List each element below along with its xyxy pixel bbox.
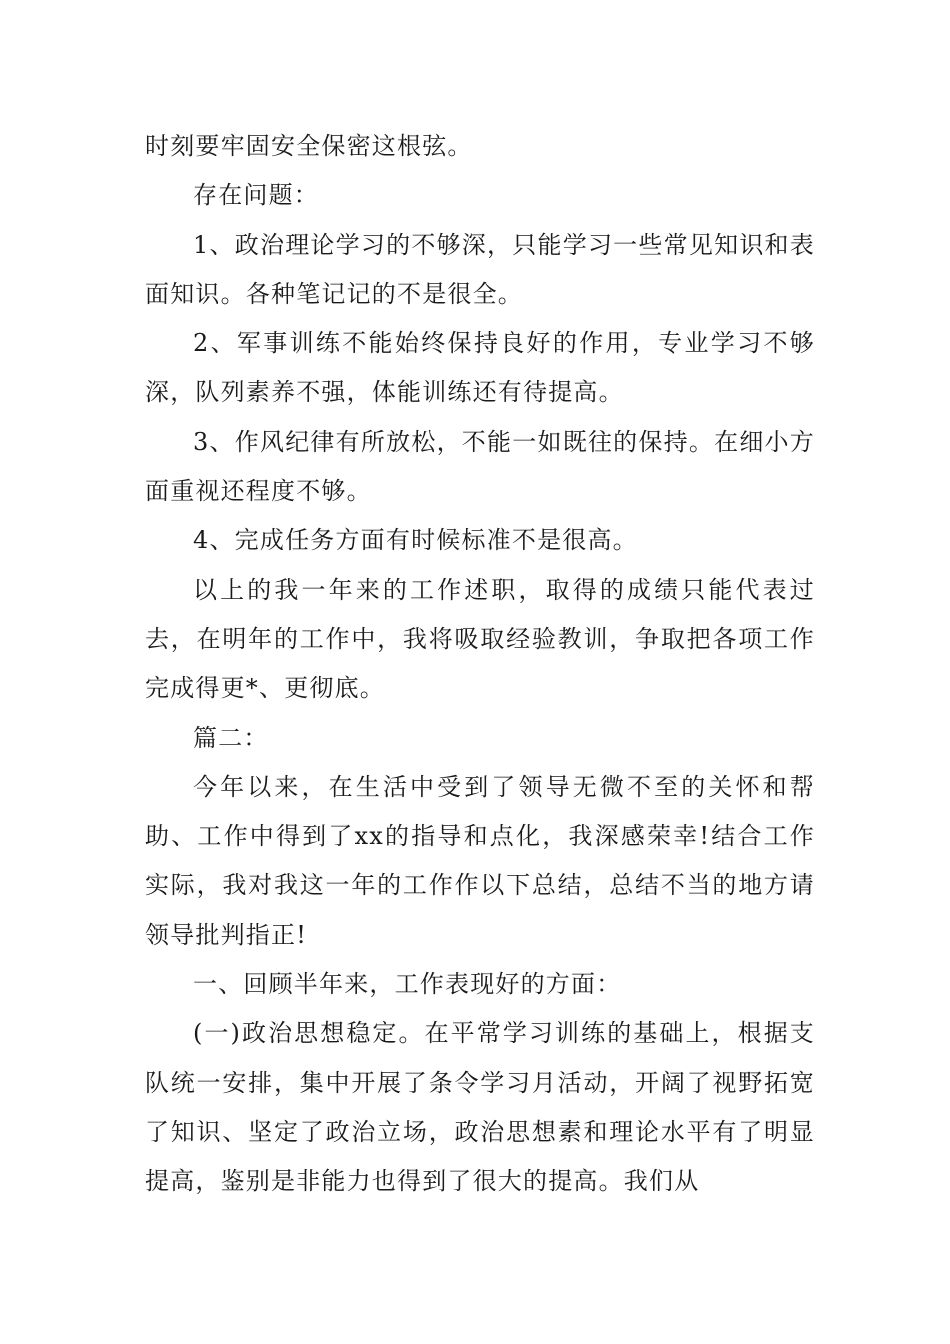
paragraph-heading: 一、回顾半年来，工作表现好的方面： (193, 970, 622, 999)
paragraph-heading: 篇二： (193, 723, 269, 752)
paragraph: 今年以来，在生活中受到了领导无微不至的关怀和帮助、工作中得到了xx的指导和点化，我深感荣幸!结合工作实际，我对我这一年的工作作以下总结，总结不当的地方请领导批判指正! (145, 772, 815, 949)
paragraph-heading: 存在问题： (193, 181, 319, 210)
paragraph: 时刻要牢固安全保密这根弦。 (145, 132, 473, 160)
document-body (145, 122, 815, 1207)
paragraph: 4、完成任务方面有时候标准不是很高。 (193, 526, 638, 555)
paragraph: 2、军事训练不能始终保持良好的作用，专业学习不够深，队列素养不强，体能训练还有待提高。 (145, 329, 815, 407)
paragraph: 以上的我一年来的工作述职，取得的成绩只能代表过去，在明年的工作中，我将吸取经验教训，争取把各项工作完成得更*、更彻底。 (145, 575, 815, 703)
paragraph: (一)政治思想稳定。在平常学习训练的基础上，根据支队统一安排，集中开展了条令学习月活动，开阔了视野拓宽了知识、坚定了政治立场，政治思想素和理论水平有了明显提高，鉴别是非能力也得到了很大的提高。我们从 (145, 1019, 815, 1196)
paragraph: 3、作风纪律有所放松，不能一如既往的保持。在细小方面重视还程度不够。 (145, 427, 815, 506)
paragraph: 1、政治理论学习的不够深，只能学习一些常见知识和表面知识。各种笔记记的不是很全。 (145, 230, 815, 308)
